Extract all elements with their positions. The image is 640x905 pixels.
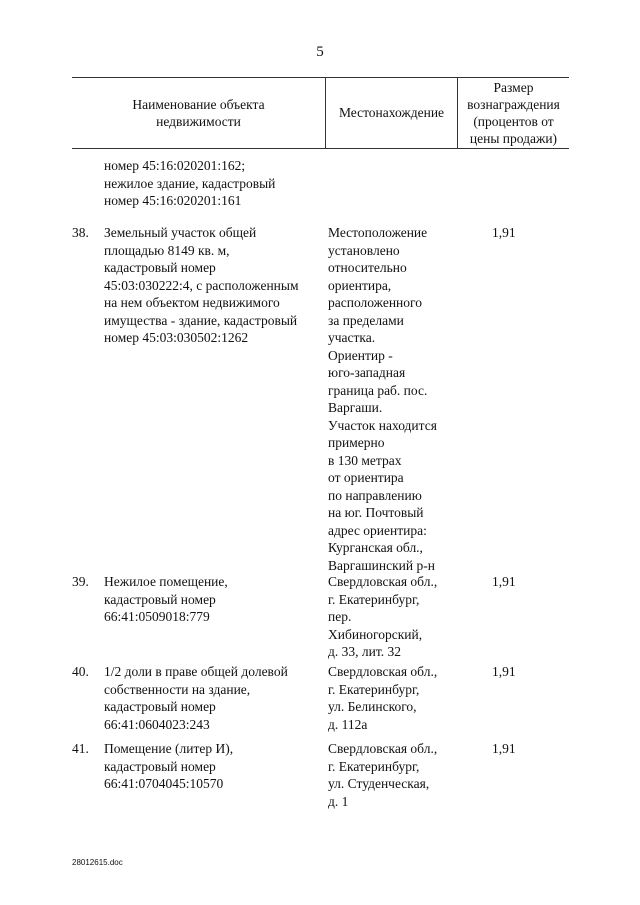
text-line: от ориентира <box>328 470 404 485</box>
text-line: д. 33, лит. 32 <box>328 644 401 659</box>
text-line: примерно <box>328 435 385 450</box>
text-line: собственности на здание, <box>104 681 251 697</box>
row-number: 39. <box>72 574 89 589</box>
text-line: недвижимости <box>156 113 241 129</box>
text-line: д. 1 <box>328 793 349 809</box>
text-line: Размер <box>493 79 534 95</box>
text-line: г. Екатеринбург, <box>328 681 420 697</box>
text-line: Местоположение <box>328 225 428 240</box>
row-number: 41. <box>72 741 89 756</box>
text-line: в 130 метрах <box>328 452 402 468</box>
object-name <box>104 573 362 626</box>
text-line: номер 45:03:030502:1262 <box>104 330 249 345</box>
text-line: Хибиногорский, <box>328 626 423 642</box>
text-line: 66:41:0509018:779 <box>104 609 210 624</box>
text-line: участка. <box>328 330 376 345</box>
text-line: (процентов от <box>473 113 554 129</box>
text-line: номер 45:16:020201:161 <box>104 193 242 208</box>
text-line: кадастровый номер <box>104 699 216 714</box>
text-line: установлено <box>328 242 400 258</box>
text-line: юго-западная <box>328 365 406 380</box>
text-line: нежилое здание, кадастровый <box>104 175 276 191</box>
object-location <box>328 740 468 810</box>
header-fee-cell <box>458 77 569 148</box>
fee-value: 1,91 <box>492 225 516 240</box>
text-line: Свердловская обл., <box>328 741 438 756</box>
text-line: г. Екатеринбург, <box>328 591 420 607</box>
text-line: Свердловская обл., <box>328 664 438 679</box>
text-line: Свердловская обл., <box>328 574 438 589</box>
text-line: Помещение (литер И), <box>104 741 234 756</box>
object-name <box>104 663 362 733</box>
table-header-rule <box>72 148 569 149</box>
text-line: 66:41:0604023:243 <box>104 716 210 732</box>
text-line: ул. Студенческая, <box>328 776 430 791</box>
text-line: расположенного <box>328 295 422 310</box>
text-line: за пределами <box>328 312 404 328</box>
text-line: г. Екатеринбург, <box>328 758 420 774</box>
text-line: Земельный участок общей <box>104 225 257 240</box>
text-line: на юг. Почтовый <box>328 505 424 520</box>
header-fee-text <box>467 79 560 147</box>
fee-value: 1,91 <box>492 741 516 756</box>
text-line: кадастровый номер <box>104 758 216 774</box>
text-line: Курганская обл., <box>328 540 423 555</box>
fee-value: 1,91 <box>492 664 516 679</box>
text-line: граница раб. пос. <box>328 382 428 398</box>
text-line: 66:41:0704045:10570 <box>104 776 224 791</box>
object-location <box>328 573 468 661</box>
text-line: адрес ориентира: <box>328 522 427 538</box>
header-name-text <box>132 96 264 130</box>
row-number: 40. <box>72 664 89 679</box>
text-line: цены продажи) <box>469 130 558 146</box>
text-line: кадастровый номер <box>104 591 216 607</box>
text-line: 45:03:030222:4, с расположенным <box>104 277 299 293</box>
row-number: 38. <box>72 225 89 240</box>
text-line: Варгаши. <box>328 400 383 415</box>
header-location-cell <box>326 77 457 148</box>
text-line: ул. Белинского, <box>328 699 417 714</box>
file-name-footer: 28012615.doc <box>72 858 123 867</box>
text-line: кадастровый номер <box>104 260 216 275</box>
text-line: на нем объектом недвижимого <box>104 295 280 310</box>
object-name <box>104 740 362 793</box>
text-line: площадью 8149 кв. м, <box>104 242 230 258</box>
fee-value: 1,91 <box>492 574 516 589</box>
text-line: Ориентир - <box>328 347 393 363</box>
text-line: д. 112а <box>328 716 368 732</box>
text-line: относительно <box>328 260 407 275</box>
object-location <box>328 224 468 574</box>
text-line: Участок находится <box>328 417 437 433</box>
object-name <box>104 224 362 347</box>
header-location-text <box>339 104 444 121</box>
text-line: ориентира, <box>328 277 392 293</box>
text-line: вознаграждения <box>467 96 560 112</box>
text-line: Варгашинский р-н <box>328 557 435 573</box>
text-line: имущества - здание, кадастровый <box>104 312 298 328</box>
header-name-cell <box>72 77 325 148</box>
text-line: Наименование объекта <box>132 96 265 112</box>
text-line: по направлению <box>328 487 422 503</box>
text-line: пер. <box>328 609 352 624</box>
object-name <box>104 157 362 210</box>
object-location <box>328 663 468 733</box>
text-line: номер 45:16:020201:162; <box>104 158 246 173</box>
text-line: 1/2 доли в праве общей долевой <box>104 664 288 679</box>
text-line: Нежилое помещение, <box>104 574 228 589</box>
text-line: Местонахождение <box>338 105 445 120</box>
page-number: 5 <box>316 44 324 60</box>
